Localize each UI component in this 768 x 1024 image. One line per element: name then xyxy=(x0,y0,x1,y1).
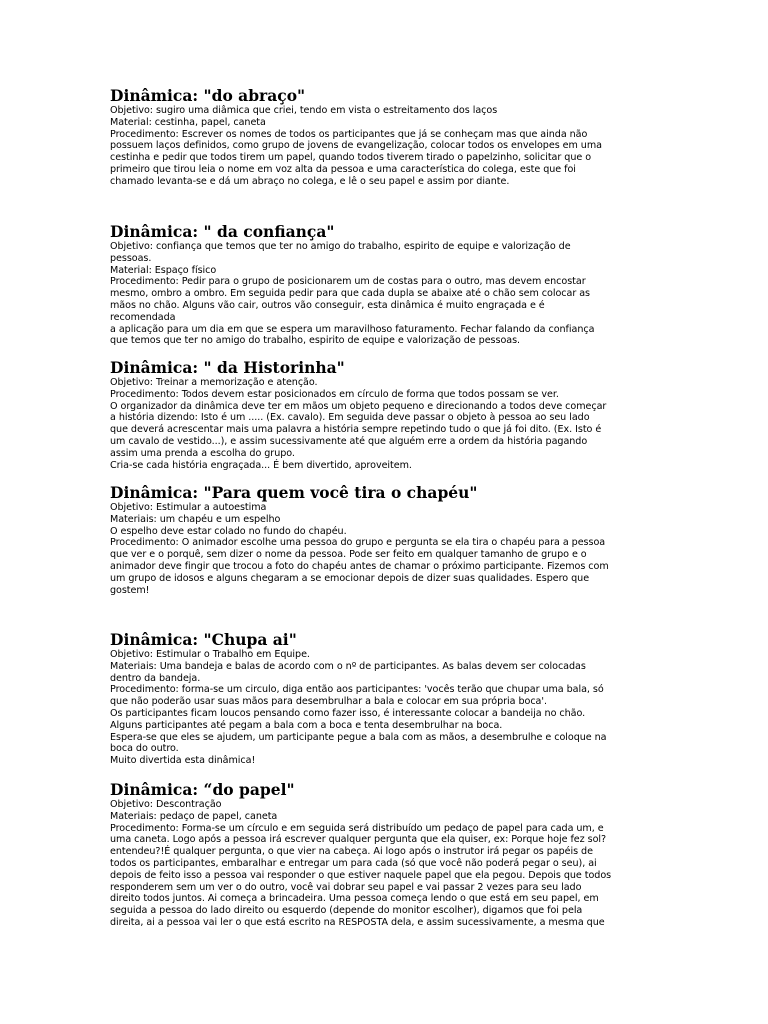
text-line: Materiais: um chapéu e um espelho xyxy=(110,513,281,525)
text-line: todos os participantes, embaralhar e entregar um para cada (só que você não poderá pegar o seu), ai xyxy=(110,857,597,869)
text-line: Objetivo: Descontração xyxy=(110,799,222,810)
text-line: Procedimento: Forma-se um círculo e em seguida será distribuído um pedaço de papel para cada um, e xyxy=(110,822,604,834)
text-line: direito todos juntos. Ai começa a brincadeira. Uma pessoa começa lendo o que está em seu papel, em xyxy=(110,893,599,905)
section-para-quem-voce-tira-o-chapeu xyxy=(110,483,655,596)
text-line: boca do outro. xyxy=(110,743,179,755)
text-line: a história dizendo: Isto é um ..... (Ex. cavalo). Em seguida deve passar o objeto à pessoa ao seu lado xyxy=(110,412,590,424)
text-line: responderem sem um ver o do outro, você vai dobrar seu papel e vai passar 2 vezes para seu lado xyxy=(110,881,582,893)
section-title: Dinâmica: "do abraço" xyxy=(110,86,306,105)
text-line: Procedimento: forma-se um circulo, diga então aos participantes: 'vocês terão que chupar uma bala, só xyxy=(110,684,604,696)
text-line: que ver e o porquê, sem dizer o nome da pessoa. Pode ser feito em qualquer tamanho de grupo e o xyxy=(110,549,587,561)
text-line: seguida a pessoa do lado direito ou esquerdo (depende do monitor escolher), digamos que foi pela xyxy=(110,905,583,917)
text-line: gostem! xyxy=(110,584,150,596)
section-title: Dinâmica: " da confiança" xyxy=(110,222,335,241)
text-line: cestinha e pedir que todos tirem um papel, quando todos tiverem tirado o papelzinho, solicitar que o xyxy=(110,152,592,164)
text-line: um grupo de idosos e alguns chegaram a se emocionar depois de dizer suas qualidades. Espero que xyxy=(110,572,590,584)
text-line: Os participantes ficam loucos pensando como fazer isso, é interessante colocar a bandeija no chão. xyxy=(110,707,586,719)
text-line: Objetivo: Estimular a autoestima xyxy=(110,502,267,513)
text-line: O organizador da dinâmica deve ter em mãos um objeto pequeno e direcionando a todos deve começar xyxy=(110,400,607,412)
text-line: direita, ai a pessoa vai ler o que está escrito na RESPOSTA dela, e assim sucessivamente, a mesma que xyxy=(110,916,605,928)
section-chupa-ai xyxy=(110,630,655,767)
text-line: Objetivo: sugiro uma diâmica que criei, tendo em vista o estreitamento dos laços xyxy=(110,105,498,116)
text-line: Cria-se cada história engraçada... É bem divertido, aproveitem. xyxy=(110,459,412,471)
text-line: Objetivo: Estimular o Trabalho em Equipe. xyxy=(110,649,310,660)
text-line: Material: Espaço físico xyxy=(110,264,217,276)
text-line: que temos que ter no amigo do trabalho, espirito de equipe e valorização de pessoas. xyxy=(110,335,521,347)
text-line: que não poderão usar suas mãos para desembrulhar a bala e colocar em sua própria boca'. xyxy=(110,696,547,708)
text-line: recomendada xyxy=(110,311,176,323)
section-title: Dinâmica: "Para quem você tira o chapéu" xyxy=(110,483,478,502)
text-line: dentro da bandeja. xyxy=(110,672,201,684)
text-line: possuem laços definidos, como grupo de jovens de evangelização, colocar todos os envelopes em uma xyxy=(110,140,602,152)
section-title: Dinâmica: " da Historinha" xyxy=(110,358,345,377)
text-line: Materiais: pedaço de papel, caneta xyxy=(110,810,278,822)
text-line: uma caneta. Logo após a pessoa irá escrever qualquer pergunta que ela quiser, ex: Porque hoje fez sol? xyxy=(110,834,607,846)
text-line: assim uma prenda a escolha do grupo. xyxy=(110,447,295,459)
text-line: primeiro que tirou leia o nome em voz alta da pessoa e uma característica do colega, este que foi xyxy=(110,163,576,175)
text-line: Materiais: Uma bandeja e balas de acordo com o nº de participantes. As balas devem ser colocadas xyxy=(110,660,586,672)
text-line: animador deve fingir que trocou a foto do chapéu antes de chamar o próximo participante. Fizemos com xyxy=(110,560,609,572)
text-line: Procedimento: Pedir para o grupo de posicionarem um de costas para o outro, mas devem encostar xyxy=(110,276,586,288)
section-do-abraco xyxy=(110,86,655,188)
text-line: depois de feito isso a pessoa vai responder o que estiver naquele papel que ela pegou. Depois que todos xyxy=(110,869,612,881)
text-line: Muito divertida esta dinâmica! xyxy=(110,755,256,767)
text-line: mãos no chão. Alguns vão cair, outros vão conseguir, esta dinâmica é muito engraçada e é xyxy=(110,299,545,311)
section-da-confianca xyxy=(110,222,655,347)
text-line: pessoas. xyxy=(110,252,152,264)
text-line: Procedimento: O animador escolhe uma pessoa do grupo e pergunta se ela tira o chapéu para a pessoa xyxy=(110,537,606,549)
text-line: Procedimento: Todos devem estar posicionados em círculo de forma que todos possam se ver. xyxy=(110,388,559,400)
text-line: que deverá acrescentar mais uma palavra a história sempre repetindo tudo o que já foi dito. (Ex. Isto é xyxy=(110,424,602,436)
section-do-papel xyxy=(110,780,655,929)
text-line: um cavalo de vestido...), e assim sucessivamente até que alguém erre a ordem da história pagando xyxy=(110,435,588,447)
text-line: Objetivo: confiança que temos que ter no amigo do trabalho, espirito de equipe e valorização de xyxy=(110,241,571,252)
text-line: mesmo, ombro a ombro. Em seguida pedir para que cada dupla se abaixe até o chão sem colocar as xyxy=(110,288,590,300)
section-title: Dinâmica: "Chupa ai" xyxy=(110,630,297,649)
text-line: Material: cestinha, papel, caneta xyxy=(110,116,266,128)
text-line: chamado levanta-se e dá um abraço no colega, e lê o seu papel e assim por diante. xyxy=(110,175,510,187)
text-line: Objetivo: Treinar a memorização e atenção. xyxy=(110,377,318,388)
text-line: a aplicação para um dia em que se espera um maravilhoso faturamento. Fechar falando da confiança xyxy=(110,323,595,335)
section-title: Dinâmica: “do papel" xyxy=(110,780,295,799)
text-line: O espelho deve estar colado no fundo do chapéu. xyxy=(110,525,347,537)
text-line: Espera-se que eles se ajudem, um participante pegue a bala com as mãos, a desembrulhe e coloque na xyxy=(110,731,607,743)
text-line: Alguns participantes até pegam a bala com a boca e tenta desembrulhar na boca. xyxy=(110,719,503,731)
text-line: Procedimento: Escrever os nomes de todos os participantes que já se conheçam mas que ainda não xyxy=(110,128,588,140)
section-da-historinha xyxy=(110,358,655,471)
text-line: entendeu?!É qualquer pergunta, o que vier na cabeça. Ai logo após o instrutor irá pegar os papéis de xyxy=(110,846,593,858)
